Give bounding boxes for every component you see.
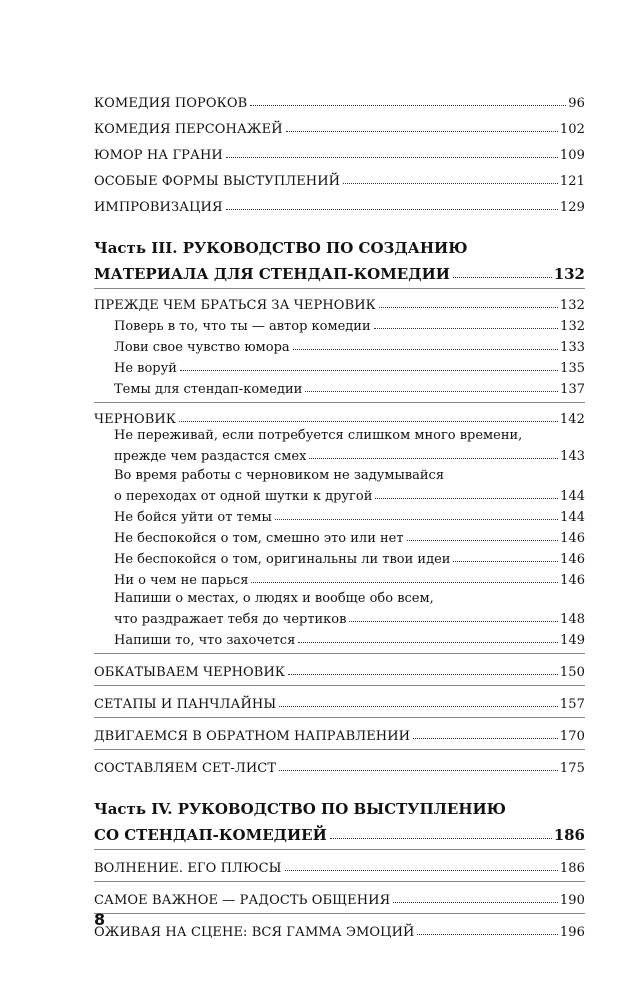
toc-subentry-page: 149 [560, 633, 585, 648]
toc-section[interactable] [94, 916, 585, 940]
toc-subentry-page: 135 [560, 361, 585, 376]
divider [94, 717, 585, 718]
toc-subentry-title: Лови свое чувство юмора [114, 340, 290, 355]
dot-leader [305, 391, 558, 392]
toc-section-page: 175 [559, 761, 585, 776]
divider [94, 685, 585, 686]
dot-leader [226, 157, 558, 158]
toc-entry-title: ОСОБЫЕ ФОРМЫ ВЫСТУПЛЕНИЙ [94, 174, 341, 189]
part-heading-page: 186 [553, 826, 585, 844]
toc-section-page: 190 [559, 893, 585, 908]
toc-subentry-multiline[interactable] [94, 590, 585, 627]
dot-leader [298, 642, 558, 643]
dot-leader [250, 105, 566, 106]
divider [94, 749, 585, 750]
toc-entry-title: КОМЕДИЯ ПЕРСОНАЖЕЙ [94, 122, 283, 137]
toc-subentry[interactable] [94, 525, 585, 546]
toc-section-page: 170 [559, 729, 585, 744]
dot-leader [180, 370, 558, 371]
dot-leader [417, 934, 557, 935]
toc-subentry[interactable] [94, 355, 585, 376]
divider [94, 849, 585, 850]
toc-subentry-page: 133 [560, 340, 585, 355]
dot-leader [407, 540, 559, 541]
dot-leader [393, 902, 558, 903]
toc-subentry-title: Не воруй [114, 361, 177, 376]
toc-subentry-row [94, 485, 585, 504]
toc-section-title: ЧЕРНОВИК [94, 412, 177, 427]
toc-subentry-page: 132 [560, 319, 585, 334]
toc-subentry[interactable] [94, 546, 585, 567]
toc-section-title: ДВИГАЕМСЯ В ОБРАТНОМ НАПРАВЛЕНИИ [94, 729, 411, 744]
toc-subentry-title: Темы для стендап-комедии [114, 382, 303, 397]
part-heading-line2: МАТЕРИАЛА ДЛЯ СТЕНДАП-КОМЕДИИ [94, 265, 450, 283]
toc-subentry-multiline[interactable] [94, 427, 585, 464]
dot-leader [453, 561, 558, 562]
divider [94, 881, 585, 882]
dot-leader [349, 621, 558, 622]
toc-subentry-line1: Не переживай, если потребуется слишком много времени, [114, 428, 523, 443]
toc-subentry[interactable] [94, 504, 585, 525]
toc-section-page: 186 [559, 861, 585, 876]
dot-leader [379, 307, 558, 308]
toc-subentry[interactable] [94, 627, 585, 648]
toc-subentry[interactable] [94, 567, 585, 588]
toc-section-page: 157 [559, 697, 585, 712]
divider [94, 913, 585, 914]
toc-section-page: 150 [559, 665, 585, 680]
part-heading-line2: СО СТЕНДАП-КОМЕДИЕЙ [94, 826, 327, 844]
toc-section-page: 142 [559, 412, 585, 427]
part-heading-line1: Часть III. РУКОВОДСТВО ПО СОЗДАНИЮ [94, 239, 468, 257]
part-heading-page: 132 [553, 265, 585, 283]
toc-subentry-title: Напиши то, что захочется [114, 633, 296, 648]
dot-leader [375, 498, 558, 499]
toc-subentry[interactable] [94, 334, 585, 355]
dot-leader [413, 738, 558, 739]
toc-entry-page: 129 [559, 200, 585, 215]
dot-leader [226, 209, 558, 210]
toc-entry[interactable] [94, 163, 585, 189]
dot-leader [309, 458, 558, 459]
toc-section-title: ВОЛНЕНИЕ. ЕГО ПЛЮСЫ [94, 861, 282, 876]
toc-section[interactable] [94, 405, 585, 427]
toc-subentry-page: 144 [560, 510, 585, 525]
toc-subentry-page: 146 [560, 531, 585, 546]
toc-entry-page: 109 [559, 148, 585, 163]
toc-entry-page: 121 [559, 174, 585, 189]
dot-leader [286, 131, 558, 132]
toc-subentry-line2: о переходах от одной шутки к другой [114, 489, 373, 504]
toc-subentry-page: 143 [560, 449, 585, 464]
toc-subentry-page: 146 [560, 573, 585, 588]
toc-section-title: ПРЕЖДЕ ЧЕМ БРАТЬСЯ ЗА ЧЕРНОВИК [94, 298, 376, 313]
part-heading[interactable] [94, 237, 585, 283]
toc-section[interactable] [94, 720, 585, 744]
dot-leader [279, 706, 558, 707]
toc-subentry-page: 148 [560, 612, 585, 627]
toc-entry[interactable] [94, 189, 585, 215]
dot-leader [279, 770, 558, 771]
toc-section-title: СОСТАВЛЯЕМ СЕТ-ЛИСТ [94, 761, 277, 776]
toc-section[interactable] [94, 688, 585, 712]
toc-entry-title: КОМЕДИЯ ПОРОКОВ [94, 96, 248, 111]
toc-section-title: САМОЕ ВАЖНОЕ — РАДОСТЬ ОБЩЕНИЯ [94, 893, 391, 908]
toc-section[interactable] [94, 752, 585, 776]
toc-subentry-line2: что раздражает тебя до чертиков [114, 612, 347, 627]
toc-subentry-line1: Во время работы с черновиком не задумывайся [114, 468, 445, 483]
dot-leader [374, 328, 559, 329]
dot-leader [453, 277, 552, 278]
divider [94, 288, 585, 289]
toc-subentry-title: Не беспокойся о том, оригинальны ли твои идеи [114, 552, 451, 567]
toc-entry[interactable] [94, 111, 585, 137]
toc-subentry-line2: прежде чем раздастся смех [114, 449, 307, 464]
dot-leader [251, 582, 558, 583]
toc-section[interactable] [94, 656, 585, 680]
dot-leader [285, 870, 558, 871]
toc-entry[interactable] [94, 137, 585, 163]
toc-section-page: 196 [559, 925, 585, 940]
toc-subentry-title: Не беспокойся о том, смешно это или нет [114, 531, 404, 546]
toc-subentry[interactable] [94, 313, 585, 334]
toc-subentry-page: 146 [560, 552, 585, 567]
toc-subentry-title: Не бойся уйти от темы [114, 510, 272, 525]
dot-leader [293, 349, 558, 350]
divider [94, 402, 585, 403]
toc-section[interactable] [94, 884, 585, 908]
dot-leader [330, 838, 552, 839]
dot-leader [179, 421, 558, 422]
toc-entry-title: ИМПРОВИЗАЦИЯ [94, 200, 223, 215]
dot-leader [343, 183, 558, 184]
toc-section-title: СЕТАПЫ И ПАНЧЛАЙНЫ [94, 697, 277, 712]
toc-section-title: ОЖИВАЯ НА СЦЕНЕ: ВСЯ ГАММА ЭМОЦИЙ [94, 925, 415, 940]
toc-subentry-title: Ни о чем не парься [114, 573, 249, 588]
toc-subentry-line1: Напиши о местах, о людях и вообще обо всем, [114, 591, 434, 606]
divider [94, 653, 585, 654]
toc-entry-page: 102 [559, 122, 585, 137]
table-of-contents [94, 85, 585, 940]
part-heading-row [94, 820, 585, 844]
toc-entry-page: 96 [568, 96, 585, 111]
toc-section-page: 132 [559, 298, 585, 313]
toc-section[interactable] [94, 291, 585, 313]
toc-subentry-row [94, 445, 585, 464]
toc-section[interactable] [94, 852, 585, 876]
part-heading[interactable] [94, 798, 585, 844]
part-heading-line1: Часть IV. РУКОВОДСТВО ПО ВЫСТУПЛЕНИЮ [94, 800, 506, 818]
page-number: 8 [94, 910, 106, 929]
dot-leader [288, 674, 558, 675]
toc-subentry-row [94, 608, 585, 627]
part-heading-row [94, 259, 585, 283]
toc-subentry-page: 137 [560, 382, 585, 397]
toc-entry[interactable] [94, 85, 585, 111]
toc-entry-title: ЮМОР НА ГРАНИ [94, 148, 223, 163]
dot-leader [275, 519, 558, 520]
toc-subentry-page: 144 [560, 489, 585, 504]
toc-subentry-multiline[interactable] [94, 467, 585, 504]
toc-subentry[interactable] [94, 376, 585, 397]
toc-subentry-title: Поверь в то, что ты — автор комедии [114, 319, 371, 334]
toc-section-title: ОБКАТЫВАЕМ ЧЕРНОВИК [94, 665, 286, 680]
